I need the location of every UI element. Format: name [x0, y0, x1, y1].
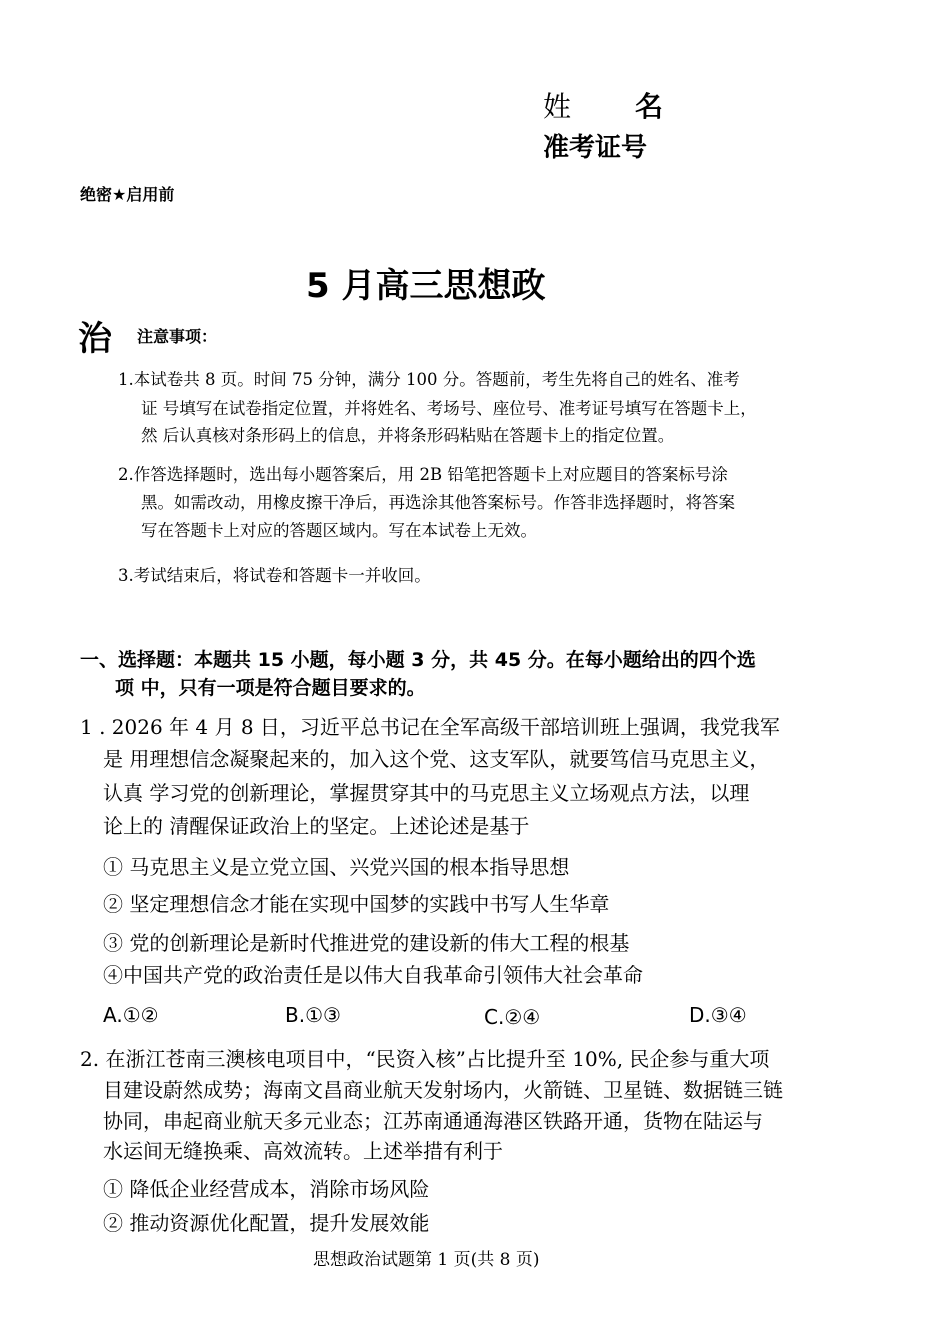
q1-answer-c: C.②④ — [484, 1005, 541, 1029]
q2-stem-line-2: 目建设蔚然成势；海南文昌商业航天发射场内，火箭链、卫星链、数据链三链 — [103, 1078, 783, 1102]
notice-item-1-line-3: 然 后认真核对条形码上的信息，并将条形码粘贴在答题卡上的指定位置。 — [141, 426, 675, 445]
q1-answer-a: A.①② — [103, 1003, 159, 1027]
q2-stem-line-1: 2. 在浙江苍南三澳核电项目中，“民资入核”占比提升至 10%, 民企参与重大项 — [80, 1047, 770, 1071]
notice-item-1-line-1: 1.本试卷共 8 页。时间 75 分钟，满分 100 分。答题前，考生先将自己的姓名、准考 — [118, 370, 740, 389]
q1-stem-line-2: 是 用理想信念凝聚起来的，加入这个党、这支军队，就要笃信马克思主义， — [103, 747, 770, 771]
q1-option-4: ④中国共产党的政治责任是以伟大自我革命引领伟大社会革命 — [103, 963, 643, 987]
page-title: 5 月高三思想政 — [306, 266, 546, 306]
q2-stem-line-4: 水运间无缝换乘、高效流转。上述举措有利于 — [103, 1139, 503, 1163]
notice-item-3-line-1: 3.考试结束后，将试卷和答题卡一并收回。 — [118, 566, 431, 585]
q1-stem-line-4: 论上的 清醒保证政治上的坚定。上述论述是基于 — [103, 814, 530, 838]
notice-item-1-line-2: 证 号填写在试卷指定位置，并将姓名、考场号、座位号、准考证号填写在答题卡上， — [141, 399, 757, 418]
q1-answer-d: D.③④ — [689, 1003, 747, 1027]
q1-option-3: ③ 党的创新理论是新时代推进党的建设新的伟大工程的根基 — [103, 931, 630, 955]
secret-mark: 绝密★启用前 — [80, 185, 175, 204]
notice-item-2-line-2: 黑。如需改动，用橡皮擦干净后，再选涂其他答案标号。作答非选择题时，将答案 — [141, 493, 735, 512]
q2-option-1: ① 降低企业经营成本，消除市场风险 — [103, 1177, 430, 1201]
q1-answer-b: B.①③ — [285, 1003, 341, 1027]
name-label-char-2: 名 — [635, 90, 664, 123]
section-heading-line-1: 一、选择题：本题共 15 小题，每小题 3 分，共 45 分。在每小题给出的四个选 — [80, 649, 756, 671]
exam-number-label: 准考证号 — [543, 133, 648, 163]
q1-stem-line-3: 认真 学习党的创新理论，掌握贯穿其中的马克思主义立场观点方法，以理 — [103, 781, 750, 805]
q1-option-1: ① 马克思主义是立党立国、兴党兴国的根本指导思想 — [103, 855, 570, 879]
page-footer: 思想政治试题第 1 页(共 8 页) — [313, 1250, 540, 1270]
q2-stem-line-3: 协同，串起商业航天多元业态；江苏南通通海港区铁路开通，货物在陆运与 — [103, 1109, 763, 1133]
name-label-char-1: 姓 — [543, 90, 572, 123]
q1-option-2: ② 坚定理想信念才能在实现中国梦的实践中书写人生华章 — [103, 892, 610, 916]
name-field-label — [543, 85, 664, 125]
notice-item-2-line-3: 写在答题卡上对应的答题区域内。写在本试卷上无效。 — [141, 521, 537, 540]
section-heading-line-2: 项 中，只有一项是符合题目要求的。 — [115, 677, 426, 699]
q1-stem-line-1: 1 . 2026 年 4 月 8 日，习近平总书记在全军高级干部培训班上强调，我党我军 — [80, 715, 780, 739]
notice-item-2-line-1: 2.作答选择题时，选出每小题答案后，用 2B 铅笔把答题卡上对应题目的答案标号涂 — [118, 465, 728, 484]
q2-option-2: ② 推动资源优化配置，提升发展效能 — [103, 1211, 430, 1235]
page-title-continued: 治 — [78, 319, 112, 359]
notice-heading: 注意事项： — [137, 327, 218, 346]
